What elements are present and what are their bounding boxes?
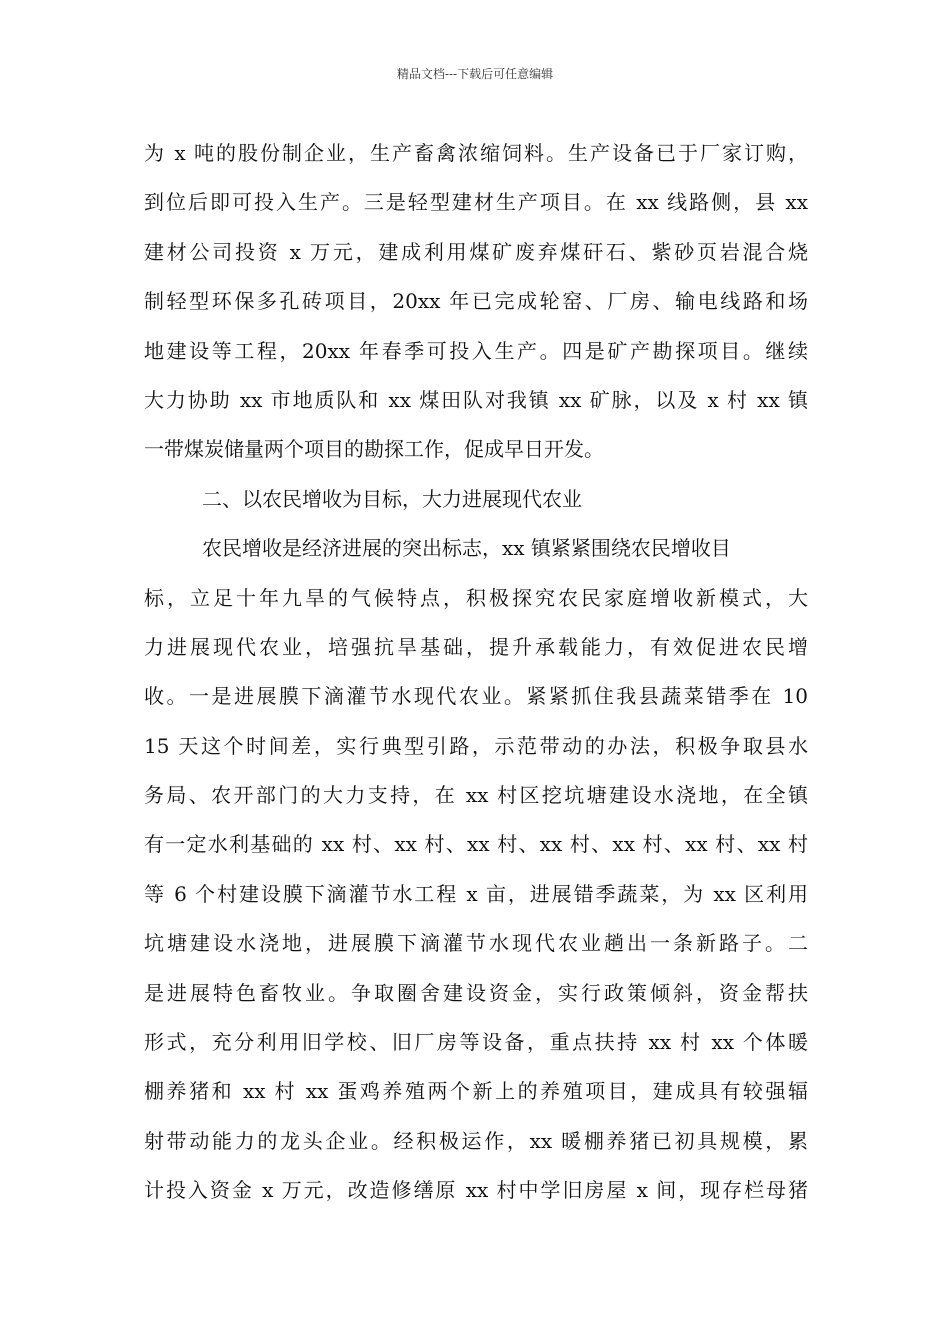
text-line: 到位后即可投入生产。三是轻型建材生产项目。在 xx 线路侧，县 xx (144, 190, 808, 215)
document-body (144, 129, 808, 1216)
text-line: 形式，充分利用旧学校、旧厂房等设备，重点扶持 xx 村 xx 个体暖 (144, 1030, 808, 1055)
text-line: 计投入资金 x 万元，改造修缮原 xx 村中学旧房屋 x 间，现存栏母猪 (144, 1178, 808, 1203)
text-line: 是进展特色畜牧业。争取圈舍建设资金，实行政策倾斜，资金帮扶 (144, 980, 808, 1005)
text-line: 棚养猪和 xx 村 xx 蛋鸡养殖两个新上的养殖项目，建成具有较强辐 (144, 1079, 808, 1104)
text-line: 大力协助 xx 市地质队和 xx 煤田队对我镇 xx 矿脉，以及 x 村 xx 镇 (144, 387, 808, 412)
page-header: 精品文档---下载后可任意编辑 (396, 67, 554, 81)
text-line: 标，立足十年九旱的气候特点，积极探究农民家庭增收新模式，大 (144, 585, 808, 610)
section-heading: 二、以农民增收为目标，大力进展现代农业 (202, 486, 582, 511)
text-line: 一带煤炭储量两个项目的勘探工作，促成早日开发。 (144, 437, 604, 462)
text-line: 农民增收是经济进展的突出标志，xx 镇紧紧围绕农民增收目 (202, 536, 731, 561)
text-line: 坑塘建设水浇地，进展膜下滴灌节水现代农业趟出一条新路子。二 (144, 931, 808, 956)
text-line: 务局、农开部门的大力支持，在 xx 村区挖坑塘建设水浇地，在全镇 (144, 783, 808, 808)
text-line: 为 x 吨的股份制企业，生产畜禽浓缩饲料。生产设备已于厂家订购， (144, 141, 808, 165)
text-line: 收。一是进展膜下滴灌节水现代农业。紧紧抓住我县蔬菜错季在 10 (144, 684, 808, 709)
text-line: 射带动能力的龙头企业。经积极运作，xx 暖棚养猪已初具规模，累 (144, 1128, 808, 1153)
text-line: 建材公司投资 x 万元，建成利用煤矿废弃煤矸石、紫砂页岩混合烧 (144, 239, 808, 264)
text-line: 有一定水利基础的 xx 村、xx 村、xx 村、xx 村、xx 村、xx 村、xx 村 (144, 832, 808, 857)
text-line: 地建设等工程，20xx 年春季可投入生产。四是矿产勘探项目。继续 (144, 338, 808, 363)
text-line: 制轻型环保多孔砖项目，20xx 年已完成轮窑、厂房、输电线路和场 (144, 289, 808, 314)
text-line: 力进展现代农业，培强抗旱基础，提升承载能力，有效促进农民增 (144, 634, 808, 659)
text-line: 等 6 个村建设膜下滴灌节水工程 x 亩，进展错季蔬菜，为 xx 区利用 (144, 881, 808, 906)
text-line: 15 天这个时间差，实行典型引路，示范带动的办法，积极争取县水 (144, 733, 808, 758)
